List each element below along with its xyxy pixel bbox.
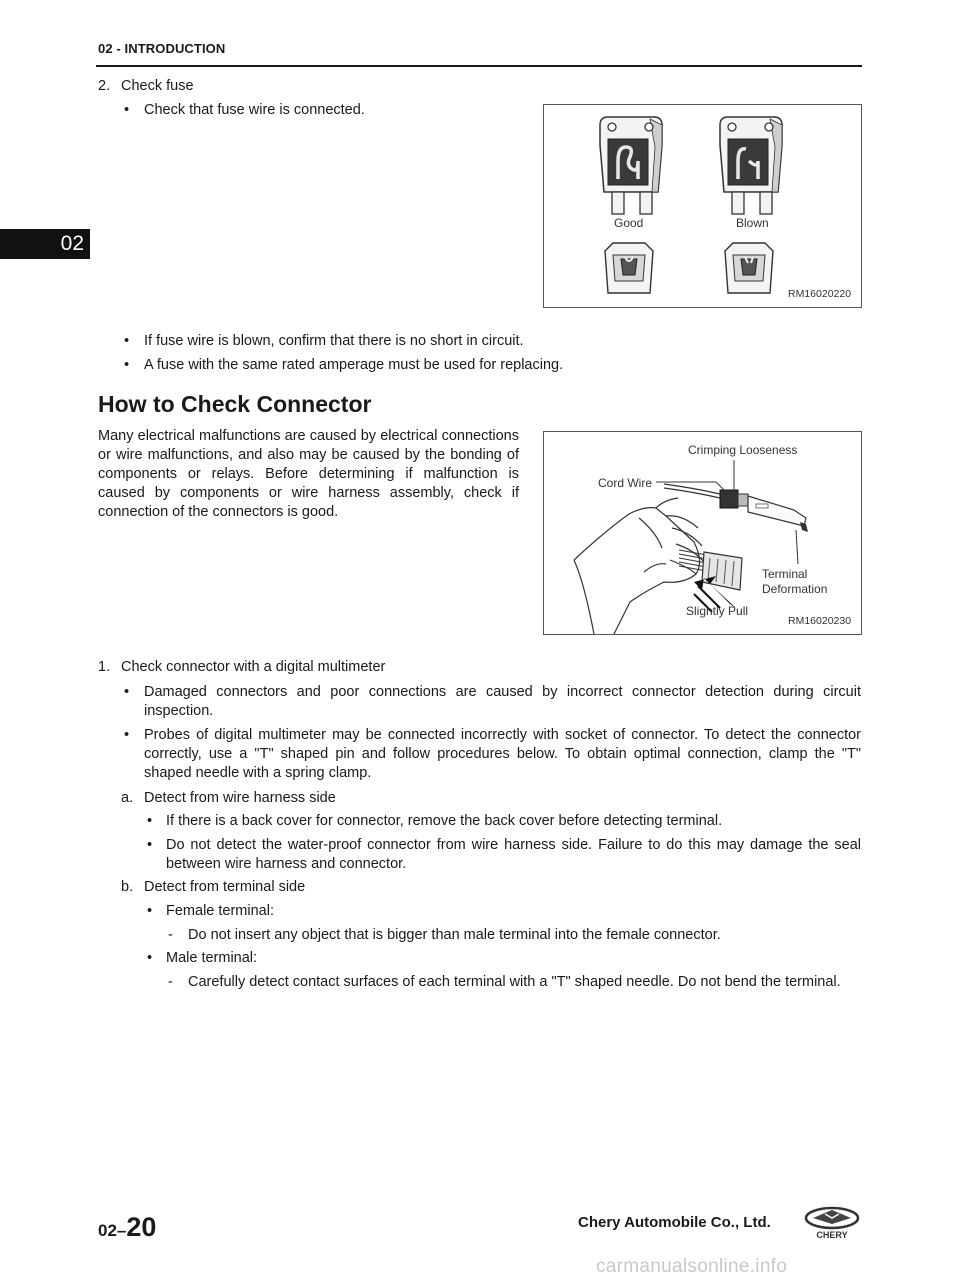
page-num: 20 [126, 1212, 157, 1242]
bullet: • [124, 684, 130, 700]
bullet-text: A fuse with the same rated amperage must be used for replacing. [144, 357, 564, 373]
watermark: carmanualsonline.info [596, 1256, 788, 1277]
bullet: • [147, 813, 153, 829]
terminal-illustration [664, 484, 808, 532]
bullet-text: Do not detect the water-proof connector from wire harness side. Failure to do this may damage the seal between wire harness and connector. [166, 837, 861, 872]
running-header: 02 - INTRODUCTION [98, 41, 226, 56]
blown-fuse-illustration [720, 117, 782, 214]
step-title: Check fuse [121, 78, 194, 94]
fuse-figure [543, 104, 862, 308]
bullet-text: Male terminal: [166, 950, 258, 966]
bullet-text: Probes of digital multimeter may be connected incorrectly with socket of connector. To detect the connector correctly, use a "T" shaped pin and follow procedures below. To obtain optimal connection, clamp the "T" shaped needle with a spring clamp. [144, 727, 861, 781]
crimping-label: Crimping Looseness [688, 443, 798, 457]
good-fuse-illustration [600, 117, 662, 214]
page-number [98, 1212, 156, 1243]
figure-code: RM16020230 [788, 615, 852, 627]
substep-mark: b. [121, 879, 134, 895]
substep-title: Detect from terminal side [144, 879, 306, 895]
bullet: • [124, 102, 130, 118]
bullet: • [147, 950, 153, 966]
intro-paragraph: Many electrical malfunctions are caused by electrical connections or wire malfunctions, and also may be caused by the bonding of components or relays. Before determining if malfunction is caused by components or wire harness assembly, check if connection of the connectors is good. [98, 428, 519, 520]
terminal-label-line2: Deformation [762, 582, 828, 596]
bullet: • [124, 357, 130, 373]
bullet-text: Damaged connectors and poor connections are caused by incorrect connector detection during circuit inspection. [144, 684, 861, 719]
dash: - [168, 974, 173, 990]
dash-text: Carefully detect contact surfaces of each terminal with a "T" shaped needle. Do not bend the terminal. [188, 974, 841, 990]
bullet-text: If fuse wire is blown, confirm that there is no short in circuit. [144, 333, 524, 349]
substep-title: Detect from wire harness side [144, 790, 336, 806]
pull-label: Slightly Pull [686, 604, 749, 618]
dash: - [168, 927, 173, 943]
bullet-text: If there is a back cover for connector, remove the back cover before detecting terminal. [166, 813, 723, 829]
connector-figure [543, 431, 862, 635]
bullet: • [147, 837, 153, 853]
substep-mark: a. [121, 790, 134, 806]
good-fuse-end-view [605, 243, 653, 293]
bullet-text: Female terminal: [166, 903, 274, 919]
dash-text: Do not insert any object that is bigger than male terminal into the female connector. [188, 927, 721, 943]
bullet: • [124, 333, 130, 349]
page-prefix: 02– [98, 1221, 127, 1240]
hand-illustration [574, 498, 704, 634]
good-label: Good [614, 216, 644, 230]
header-rule [96, 65, 862, 67]
bullet: • [124, 727, 130, 743]
logo-wordmark: CHERY [816, 1230, 848, 1240]
bullet-text: Check that fuse wire is connected. [144, 102, 365, 118]
terminal-label: Terminal [762, 567, 808, 581]
cord-wire-label: Cord Wire [598, 476, 653, 490]
step-number: 2. [98, 78, 111, 94]
blown-fuse-end-view [725, 243, 773, 293]
blown-label: Blown [736, 216, 769, 230]
step-number: 1. [98, 659, 111, 675]
chapter-tab: 02 [0, 229, 90, 259]
bullet: • [147, 903, 153, 919]
section-heading: How to Check Connector [98, 391, 372, 417]
connector-body [702, 552, 742, 590]
company-name: Chery Automobile Co., Ltd. [578, 1214, 771, 1231]
step-title: Check connector with a digital multimeter [121, 659, 386, 675]
figure-code: RM16020220 [788, 288, 852, 300]
chery-logo [803, 1206, 861, 1245]
